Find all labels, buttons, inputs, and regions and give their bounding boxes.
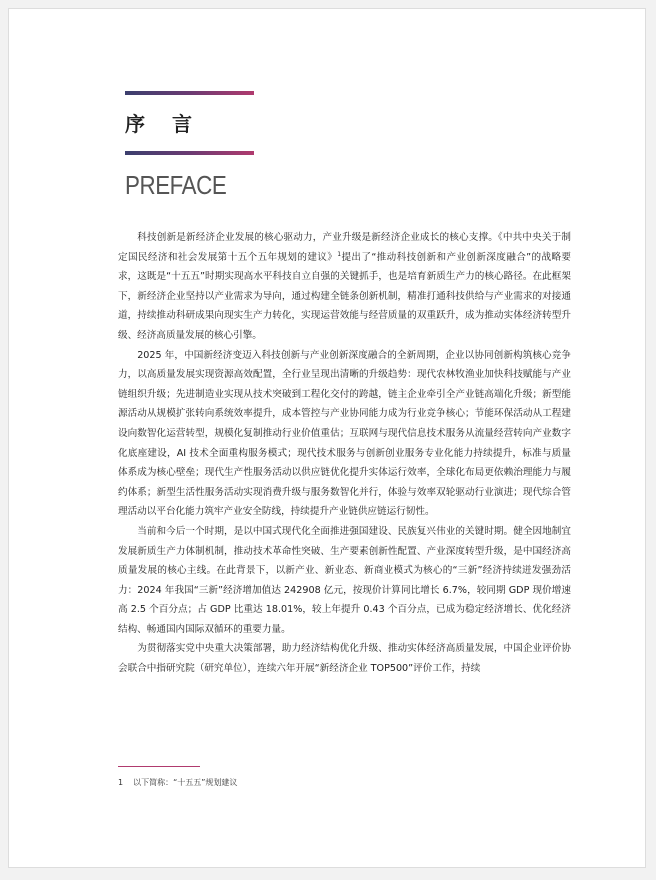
footnote-number: 1 (118, 778, 124, 787)
paragraph-1-text-cont: 提出了“推动科技创新和产业创新深度融合”的战略要求，这既是“十五五”时期实现高水平科技自立自强的关键抓手，也是培育新质生产力的核心路径。在此框架下，新经济企业坚持以产业需求为导向，通过构建全链条创新机制，精准打通科技供给与产业需求的对接通道，持续推动科研成果向现实生产力转化，实现运营效能与经营质量的双重跃升，成为推动实体经济转型升级、经济高质量发展的核心引擎。 (118, 251, 571, 341)
paragraph-2: 2025 年，中国新经济变迈入科技创新与产业创新深度融合的全新周期，企业以协同创新构筑核心竞争力，以高质量发展实现资源高效配置，全行业呈现出清晰的升级趋势：现代农林牧渔业加快科技赋能与产业链组织升级；先进制造业实现从技术突破到工程化交付的跨越，链主企业牵引全产业链高端化升级；新型能源活动从规模扩张转向系统效率提升，成本管控与产业协同能力成为行业竞争核心；节能环保活动从工程建设向数智化运营转型，规模化复制推动行业价值重估；互联网与现代信息技术服务从流量经营转向产业数字化底座建设，AI 技术全面重构服务模式；现代技术服务与创新创业服务专业化能力持续提升，标准与质量体系成为核心壁垒；现代生产性服务活动以供应链优化提升实体运行效率，全球化布局更依赖治理能力与履约体系；新型生活性服务活动实现消费升级与服务数智化并行，体验与效率双轮驱动行业演进；现代综合管理活动以平台化能力筑牢产业安全防线，持续提升产业链供应链运行韧性。 (118, 349, 571, 518)
title-top-rule (125, 91, 254, 95)
title-bottom-rule (125, 151, 254, 155)
footnote-text: 以下简称：“十五五”规划建议 (133, 778, 238, 787)
page-subtitle: PREFACE (125, 170, 227, 200)
body-text (118, 228, 571, 679)
paragraph-1-text: 科技创新是新经济企业发展的核心驱动力，产业升级是新经济企业成长的核心支撑。《中共中央关于制定国民经济和社会发展第十五个五年规划的建议》 (118, 232, 571, 263)
paragraph-4: 为贯彻落实党中央重大决策部署，助力经济结构优化升级、推动实体经济高质量发展，中国企业评价协会联合中指研究院（研究单位），连续六年开展“新经济企业 TOP500”评价工作，持续 (118, 643, 571, 675)
footnote-divider (118, 766, 200, 767)
paragraph-3: 当前和今后一个时期，是以中国式现代化全面推进强国建设、民族复兴伟业的关键时期。健全因地制宜发展新质生产力体制机制，推动技术革命性突破、生产要素创新性配置、产业深度转型升级，是中国经济高质量发展的核心主线。在此背景下，以新产业、新业态、新商业模式为核心的“三新”经济持续迸发强劲活力：2024 年我国“三新”经济增加值达 242908 亿元，按现价计算同比增长 6.7%，较同期 GDP 现价增速高 2.5 个百分点；占 GDP 比重达 18.01%，较上年提升 0.43 个百分点，已成为稳定经济增长、优化经济结构、畅通国内国际双循环的重要力量。 (118, 525, 571, 635)
paragraph-1 (118, 228, 571, 346)
footnote (118, 777, 237, 789)
page-title: 序 言 (125, 112, 202, 136)
footnote-ref: 1 (337, 250, 342, 258)
